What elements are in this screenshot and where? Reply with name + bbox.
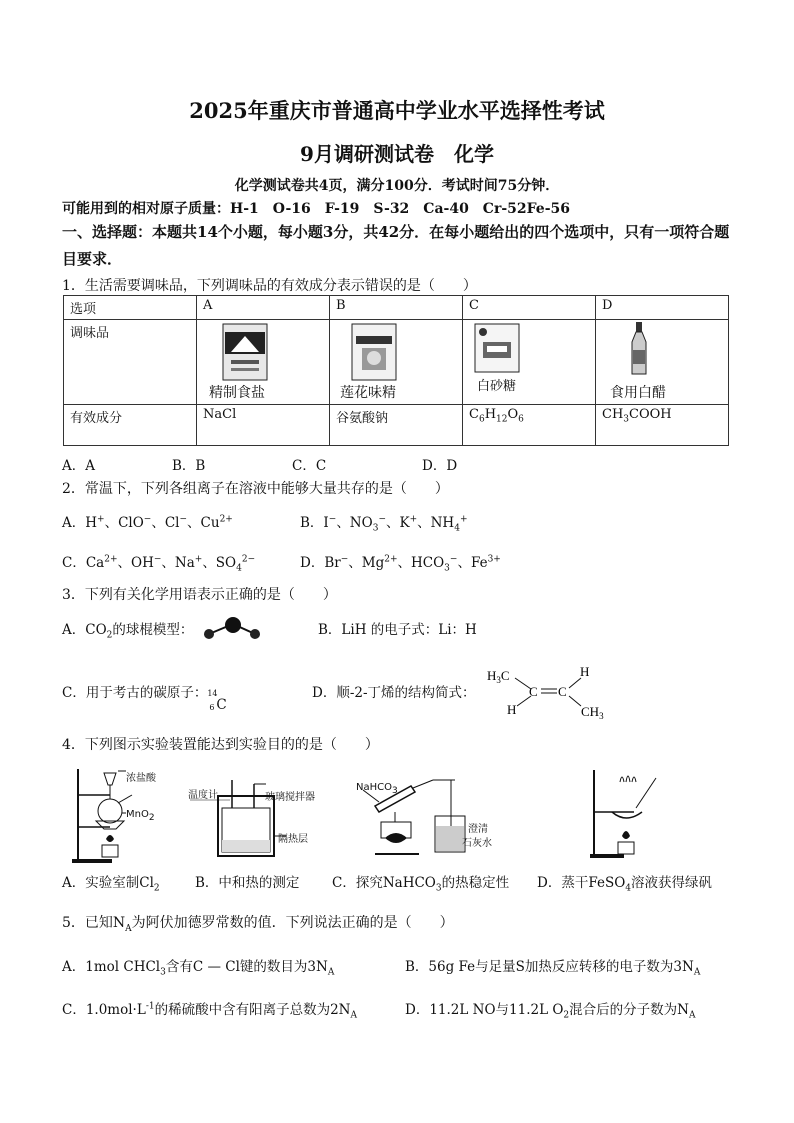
q4-option-d-text: D．蒸干 (537, 875, 589, 891)
q3-option-a-text: 的球棍模型： (112, 622, 194, 638)
salt-bag-image (217, 322, 277, 382)
table-cell-formula: $CH_3COOH$ (596, 405, 729, 446)
q5-option-b: B．56g Fe与足量S加热反应转移的电子数为$3N_A$ (405, 959, 701, 978)
label-insulation: 隔热层 (278, 834, 308, 845)
table-header-cell: A (197, 296, 330, 320)
q5-stem-tail: 为阿伏加德罗常数的值．下列说法正确的是（ ） (131, 915, 454, 931)
exam-subtitle: 9月调研测试卷 化学 (300, 142, 494, 166)
table-cell: NaCl (197, 405, 330, 446)
product-cell-d (596, 320, 729, 405)
label-limewater-2: 石灰水 (462, 838, 492, 849)
product-label: 精制食盐 (209, 385, 265, 401)
q1-option-a: A．A (62, 458, 95, 474)
q4-option-c-tail: 的热稳定性 (441, 875, 510, 891)
msg-bag-image (348, 322, 408, 382)
label-limewater-1: 澄清 (468, 824, 488, 835)
q1-stem: 1．生活需要调味品，下列调味品的有效成分表示错误的是（ ） (62, 278, 477, 294)
q4-stem: 4．下列图示实验装置能达到实验目的的是（ ） (62, 737, 379, 753)
q5-stem-text: 5．已知 (62, 915, 113, 931)
table-row (64, 296, 729, 320)
table-cell: 调味品 (64, 320, 197, 405)
cis-2-butene-structure (485, 662, 615, 721)
apparatus-chlorine-generation (70, 765, 180, 865)
label-thermometer: 温度计 (188, 790, 218, 801)
q2-option-d: D．Br−、$Mg^{2+}$、$HCO_3^-$、$Fe^{3+}$ (300, 554, 501, 574)
q2-option-c: C．$Ca^{2+}$、OH−、Na+、$SO_4^{2-}$ (62, 554, 256, 574)
co2-ball-stick-model (203, 618, 263, 642)
q1-option-d: D．D (422, 458, 458, 474)
label-glass-stirrer: 玻璃搅拌器 (265, 792, 315, 803)
q4-option-c-text: C．探究 (332, 875, 383, 891)
table-cell: 有效成分 (64, 405, 197, 446)
q3-stem: 3．下列有关化学用语表示正确的是（ ） (62, 587, 337, 603)
svg-text:C: C (558, 684, 567, 699)
q1-table (63, 295, 729, 446)
q2-option-a: A．H+、ClO−、Cl−、$Cu^{2+}$ (62, 514, 233, 531)
product-label: 食用白醋 (610, 385, 666, 401)
q4-option-c: C．探究NaHCO$_3$的热稳定性 (332, 875, 510, 894)
q5-stem: 5．已知$N_A$为阿伏加德罗常数的值．下列说法正确的是（ ） (62, 915, 454, 934)
q2-stem: 2．常温下，下列各组离子在溶液中能够大量共存的是（ ） (62, 481, 449, 497)
q4-option-a-text: A．实验室制 (62, 875, 140, 891)
q1-option-c: C．C (292, 458, 327, 474)
q3-option-c: C．用于考古的碳原子： 14 6 C (62, 685, 227, 713)
q3-option-c-text: C．用于考古的碳原子： (62, 685, 208, 701)
q3-option-a: A．$CO_2$的球棍模型： (62, 622, 194, 641)
svg-text:H: H (580, 664, 590, 679)
atomic-masses: 可能用到的相对原子质量：H-1 O-16 F-19 S-32 Ca-40 Cr-52Fe-56 (62, 201, 570, 217)
product-label: 莲花味精 (340, 385, 396, 401)
q4-option-d: D．蒸干FeSO$_4$溶液获得绿矾 (537, 875, 712, 894)
product-label: 白砂糖 (477, 379, 517, 394)
q3-option-d: D．顺-2-丁烯的结构简式： (312, 685, 476, 701)
label-mno2: MnO$_2$ (126, 809, 155, 823)
table-header-cell: C (463, 296, 596, 320)
table-header-cell: D (596, 296, 729, 320)
label-conc-hcl: 浓盐酸 (126, 773, 156, 784)
table-cell-formula: $C_6H_{12}O_6$ (463, 405, 596, 446)
q5-option-d: D．11.2L NO与11.2L $O_2$混合后的分子数为$N_A$ (405, 1002, 696, 1021)
table-header-cell: B (330, 296, 463, 320)
q5-option-a: A．1mol CHCl$_3$含有C — Cl键的数目为$3N_A$ (62, 959, 335, 978)
svg-text:H: H (507, 702, 517, 717)
q5-option-c: C．$1.0mol\cdot L^{-1}$的稀硫酸中含有阳离子总数为$2N_A$ (62, 1001, 357, 1021)
q3-option-b: B．LiH 的电子式：Li：H (318, 622, 477, 638)
product-cell-c (463, 320, 596, 405)
table-cell: 谷氨酸钠 (330, 405, 463, 446)
label-nahco3: NaHCO$_3$ (356, 782, 398, 796)
product-cell-a (197, 320, 330, 405)
q4-option-a: A．实验室制$Cl_2$ (62, 875, 160, 894)
table-header-cell: 选项 (64, 296, 197, 320)
q4-option-d-tail: 溶液获得绿矾 (631, 875, 712, 891)
q4-option-b: B．中和热的测定 (195, 875, 300, 891)
apparatus-evaporation (590, 768, 670, 858)
q1-option-b: B．B (172, 458, 206, 474)
product-cell-b (330, 320, 463, 405)
vinegar-bottle-image (624, 322, 664, 382)
section-instruction: 一、选择题：本题共14个小题，每小题3分，共42分．在每小题给出的四个选项中，只有一项符合题目要求． (62, 223, 730, 268)
svg-text:H3C: $H_3C$ (487, 668, 510, 685)
sugar-bag-image (471, 320, 531, 380)
table-row (64, 320, 729, 405)
exam-title: 2025年重庆市普通高中学业水平选择性考试 (189, 98, 605, 123)
svg-text:CH3: $CH_3$ (581, 704, 604, 721)
q2-option-b: B．I−、$NO_3^-$、K+、$NH_4^+$ (300, 514, 468, 534)
exam-info: 化学测试卷共4页，满分100分．考试时间75分钟． (234, 178, 560, 194)
table-row (64, 405, 729, 446)
svg-text:C: C (529, 684, 538, 699)
